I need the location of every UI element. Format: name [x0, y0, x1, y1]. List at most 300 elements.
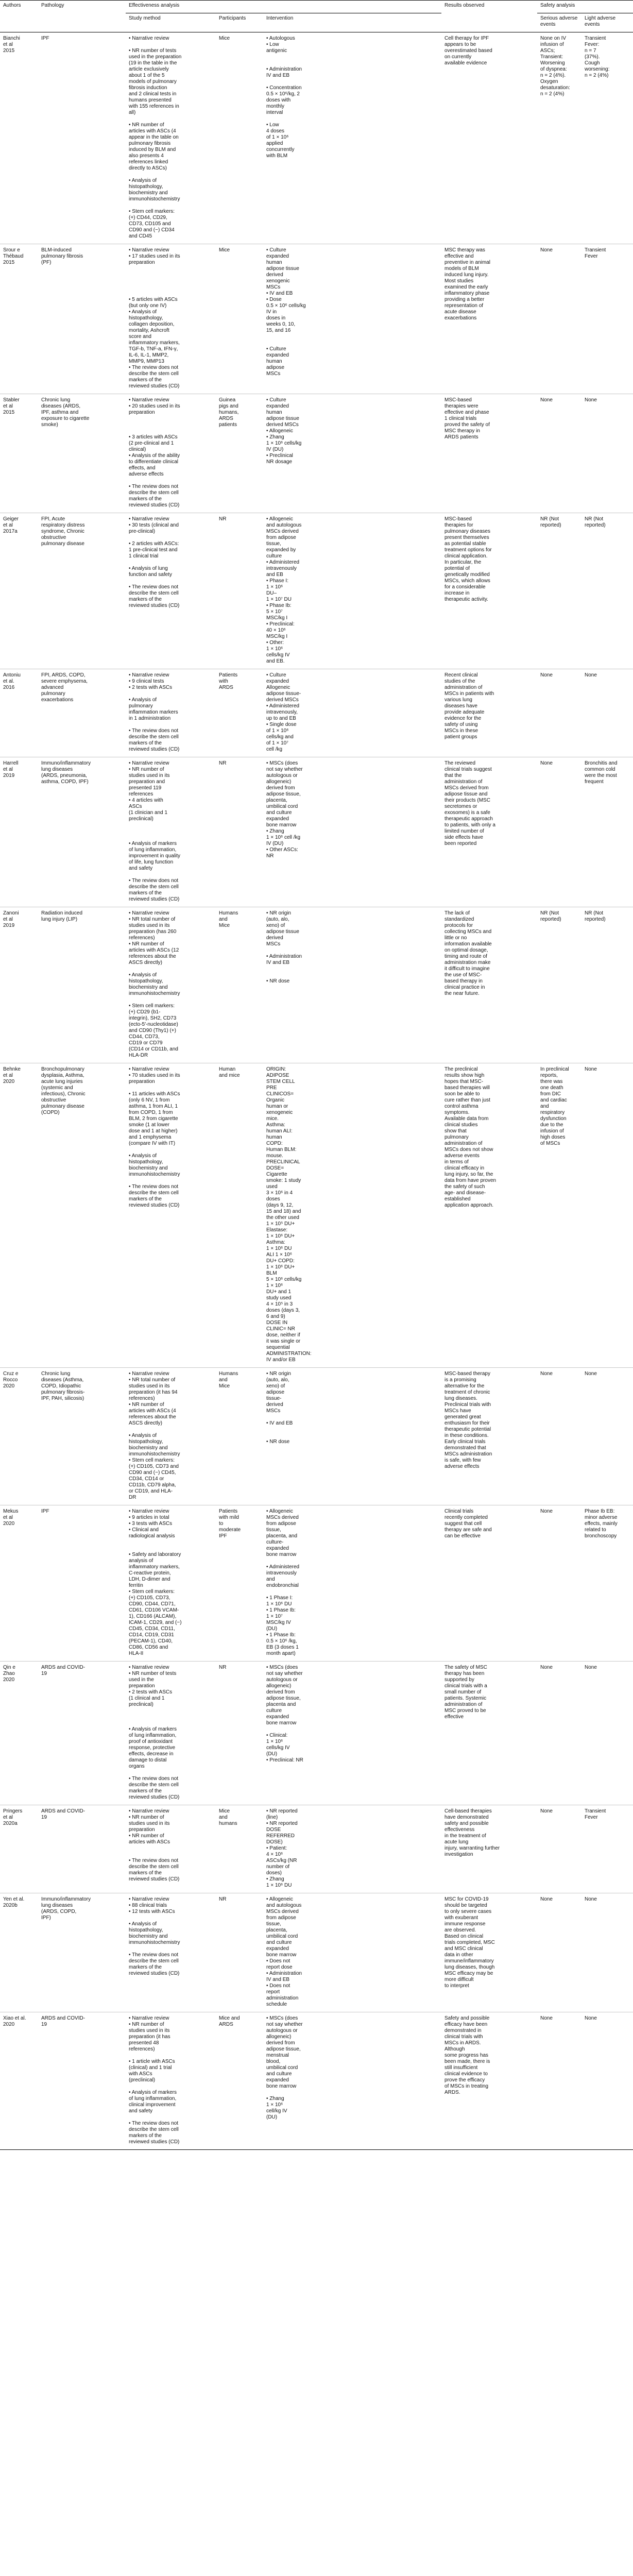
- rows.10.intervention-line: expanded: [266, 1714, 289, 1720]
- rows.13.results-line: of MSCs in treating: [444, 2083, 489, 2089]
- rows.7.intervention-line: 4 × 10⁵ in 3: [266, 1301, 293, 1307]
- cell-participants: [216, 669, 263, 757]
- rows.9.participants-line: moderate: [219, 1527, 241, 1533]
- rows.7.intervention-line: DOSE=: [266, 1165, 284, 1171]
- rows.12.intervention-line: schedule: [266, 2002, 287, 2007]
- rows.13.intervention-line: derived from: [266, 2040, 295, 2046]
- rows.8.intervention-line: • NR origin: [266, 1371, 291, 1377]
- rows.6.method-line: articles with ASCs (12: [129, 947, 179, 953]
- rows.9.results-line: suggest that cell: [444, 1521, 482, 1527]
- rows.7.method-line: markers of the: [129, 1196, 162, 1202]
- rows.8.participants-line: Mice: [219, 1383, 230, 1389]
- rows.12.intervention-line: IV and EB: [266, 1977, 290, 1982]
- rows.5.results-line: administration of: [444, 779, 483, 785]
- rows.5.method-line: [129, 828, 214, 835]
- rows.7.serious-line: high doses: [540, 1134, 566, 1140]
- rows.2.pathology-line: Chronic lung: [41, 397, 71, 403]
- rows.4.results-line: patient groups: [444, 734, 477, 740]
- rows.12.intervention-line: • Administration: [266, 1971, 302, 1976]
- rows.2.method-line: • 20 studies used in its: [129, 403, 180, 409]
- rows.6.results-line: administration make: [444, 960, 491, 965]
- rows.2.pathology-line: IPF, asthma and: [41, 410, 79, 415]
- cell-results: [441, 669, 537, 757]
- rows.8.results-line: Early clinical trials: [444, 1439, 486, 1445]
- rows.10.method-line: of lung inflammation,: [129, 1733, 177, 1738]
- rows.13.participants-line: Mice and: [219, 2015, 240, 2021]
- rows.9.results-line: can be effective: [444, 1533, 481, 1539]
- rows.0.method-line: article exclusively: [129, 66, 169, 72]
- rows.9.intervention-line: [266, 1558, 439, 1564]
- cell-pathology: [38, 1805, 126, 1893]
- rows.4.intervention-line: cell /kg: [266, 747, 283, 752]
- rows.7.light-line: None: [585, 1066, 597, 1072]
- rows.1.intervention-line: doses in: [266, 315, 286, 321]
- cell-intervention: [263, 1063, 441, 1368]
- rows.12.results-line: are observed.: [444, 1927, 476, 1933]
- rows.7.intervention-line: the other used: [266, 1215, 299, 1221]
- rows.3.intervention-line: tissue,: [266, 541, 281, 547]
- rows.1.pathology-line: BLM-induced: [41, 247, 72, 253]
- table-body: [0, 32, 633, 2150]
- rows.6.intervention-line: derived: [266, 935, 283, 941]
- rows.6.results-line: The lack of: [444, 910, 470, 916]
- rows.13.method-line: of lung inflammation,: [129, 2096, 177, 2102]
- cell-intervention: [263, 2012, 441, 2150]
- rows.0.method-line: (19 in the table in the: [129, 60, 177, 66]
- rows.0.results-line: appears to be: [444, 42, 476, 47]
- rows.13.results-line: demonstrated in: [444, 2028, 482, 2033]
- rows.11.intervention-line: DOSE): [266, 1839, 283, 1845]
- rows.0.intervention-line: • Low: [266, 122, 279, 128]
- rows.11.method-line: • NR number of: [129, 1815, 164, 1820]
- rows.9.intervention-line: • 1 Phase Ib:: [266, 1607, 296, 1613]
- rows.5.method-line: of lung inflammation,: [129, 847, 177, 853]
- rows.11.results-line: acute lung: [444, 1839, 469, 1845]
- rows.6.method-line: studies used in its: [129, 923, 170, 928]
- rows.6.participants-line: Humans: [219, 910, 238, 916]
- rows.8.method-line: • NR total number of: [129, 1377, 176, 1383]
- rows.2.method-line: markers of the: [129, 496, 162, 502]
- rows.8.intervention-line: • NR dose: [266, 1439, 290, 1445]
- rows.3.method-line: • Analysis of lung: [129, 566, 168, 571]
- cell-pathology: [38, 394, 126, 513]
- rows.4.intervention-line: intravenously,: [266, 709, 298, 715]
- rows.0.method-line: and CD45: [129, 233, 152, 239]
- rows.0.method-line: induced by BLM and: [129, 147, 176, 152]
- rows.2.authors-line: 2015: [3, 410, 15, 415]
- rows.1.serious-line: None: [540, 247, 553, 253]
- rows.5.method-line: preparation and: [129, 779, 165, 785]
- rows.7.intervention-line: Organic: [266, 1097, 285, 1103]
- cell-serious: [540, 672, 585, 679]
- rows.6.method-line: references): [129, 935, 155, 941]
- rows.4.pathology-line: advanced: [41, 685, 64, 690]
- rows.11.authors-line: et al: [3, 1815, 13, 1820]
- cell-pathology: [38, 669, 126, 757]
- col-safety-sub: [537, 13, 633, 32]
- rows.3.results-line: as potential stable: [444, 541, 486, 547]
- rows.11.participants-line: Mice: [219, 1808, 230, 1814]
- rows.7.intervention-line: PRECLINICAL: [266, 1159, 300, 1165]
- rows.7.authors-line: et al: [3, 1073, 13, 1078]
- rows.4.intervention-line: of 1 × 10⁷: [266, 740, 288, 746]
- cell-participants: [216, 1805, 263, 1893]
- rows.11.intervention-line: 4 × 10⁶: [266, 1852, 283, 1857]
- rows.5.serious-line: None: [540, 760, 553, 766]
- rows.11.results-line: have demonstrated: [444, 1815, 489, 1820]
- rows.3.results-line: therapies for: [444, 522, 473, 528]
- rows.5.results-line: MSCs derived from: [444, 785, 489, 791]
- rows.4.light-line: None: [585, 672, 597, 678]
- rows.7.serious-line: and: [540, 1104, 549, 1109]
- cell-serious: [540, 1808, 585, 1815]
- rows.8.pathology-line: diseases (Asthma,: [41, 1377, 84, 1383]
- rows.1.intervention-line: • Culture: [266, 346, 286, 352]
- rows.7.intervention-line: 3 × 10⁶ in 4: [266, 1190, 293, 1196]
- rows.12.intervention-line: expanded: [266, 1946, 289, 1952]
- rows.13.intervention-line: and culture: [266, 2071, 292, 2077]
- cell-pathology: [38, 907, 126, 1063]
- rows.4.intervention-line: • Single dose: [266, 722, 297, 727]
- rows.2.intervention-line: NR dosage: [266, 459, 293, 465]
- rows.0.method-line: immunohistochemistry: [129, 196, 180, 202]
- rows.1.method-line: • The review does not: [129, 365, 179, 370]
- rows.2.participants-line: Guinea: [219, 397, 236, 403]
- rows.5.intervention-line: • Other ASCs:: [266, 847, 298, 853]
- rows.11.method-line: articles with ASCs: [129, 1839, 170, 1845]
- rows.12.serious-line: None: [540, 1896, 553, 1902]
- rows.7.results-line: control asthma: [444, 1104, 478, 1109]
- rows.7.results-line: lung injury, so far, the: [444, 1172, 493, 1177]
- cell-participants: [216, 32, 263, 244]
- rows.13.method-line: • NR number of: [129, 2022, 164, 2027]
- rows.8.intervention-line: MSCs: [266, 1408, 281, 1414]
- rows.9.method-line: inflammatory markers,: [129, 1564, 180, 1570]
- rows.11.method-line: • NR number of: [129, 1833, 164, 1839]
- rows.8.intervention-line: xeno) of: [266, 1383, 285, 1389]
- rows.12.method-line: • 12 tests with ASCs: [129, 1909, 175, 1914]
- rows.8.method-line: • Analysis of: [129, 1433, 157, 1438]
- rows.6.results-line: standardized: [444, 917, 474, 922]
- rows.7.method-line: • Narrative review: [129, 1066, 169, 1072]
- rows.7.results-line: Available data from: [444, 1116, 489, 1122]
- rows.4.pathology-line: severe emphysema,: [41, 679, 88, 684]
- rows.8.method-line: or CD19, and HLA-: [129, 1488, 173, 1494]
- table-row: [0, 513, 633, 669]
- rows.9.method-line: CD61, CD106 VCAM-: [129, 1607, 179, 1613]
- rows.10.method-line: [129, 1770, 214, 1776]
- rows.7.participants-line: Human: [219, 1066, 236, 1072]
- rows.9.method-line: (+) CD105, CD73,: [129, 1595, 170, 1601]
- cell-intervention: [263, 1662, 441, 1805]
- rows.6.method-line: • NR number of: [129, 941, 164, 947]
- rows.7.method-line: biochemistry and: [129, 1165, 168, 1171]
- rows.11.intervention-line: doses): [266, 1870, 282, 1876]
- rows.7.results-line: in terms of: [444, 1159, 469, 1165]
- rows.7.serious-line: from DIC: [540, 1091, 561, 1097]
- rows.9.method-line: 1), CD166 (ALCAM),: [129, 1614, 177, 1619]
- rows.1.intervention-line: • Culture: [266, 247, 286, 253]
- rows.12.intervention-line: tissue,: [266, 1921, 281, 1927]
- rows.13.pathology-line: 19: [41, 2022, 47, 2027]
- rows.7.method-line: from COPD, 1 from: [129, 1110, 173, 1115]
- cell-authors: [0, 394, 38, 513]
- rows.0.method-line: pulmonary fibrosis: [129, 141, 171, 146]
- rows.4.results-line: evidence for the: [444, 716, 482, 721]
- rows.13.authors-line: Xiao et al.: [3, 2015, 26, 2021]
- rows.12.results-line: should be targeted: [444, 1903, 487, 1908]
- rows.12.results-line: MSC for COVID-19: [444, 1896, 489, 1902]
- rows.6.serious-line: reported): [540, 917, 561, 922]
- cell-serious: [540, 1509, 585, 1515]
- rows.10.intervention-line: bone marrow: [266, 1720, 297, 1726]
- rows.7.intervention-line: mice.: [266, 1116, 279, 1122]
- rows.10.method-line: proof of antioxidant: [129, 1739, 173, 1744]
- rows.10.intervention-line: autologous or: [266, 1677, 298, 1683]
- rows.9.method-line: analysis of: [129, 1558, 153, 1564]
- rows.10.intervention-line: • MSCs (does: [266, 1665, 298, 1670]
- rows.0.method-line: with 155 references in: [129, 104, 179, 109]
- rows.0.intervention-line: [266, 79, 439, 85]
- rows.12.method-line: • The review does not: [129, 1952, 179, 1958]
- cell-authors: [0, 244, 38, 394]
- rows.13.method-line: (preclinical): [129, 2077, 156, 2083]
- rows.1.intervention-line: • IV and EB: [266, 291, 293, 296]
- rows.1.method-line: markers of the: [129, 377, 162, 383]
- cell-serious: [540, 247, 585, 253]
- rows.1.method-line: collagen deposition,: [129, 321, 175, 327]
- rows.5.intervention-line: not say whether: [266, 767, 303, 772]
- rows.10.method-line: preclinical): [129, 1702, 153, 1707]
- cell-intervention: [263, 1505, 441, 1662]
- rows.0.serious-line: Worsening: [540, 60, 565, 66]
- rows.13.method-line: describe the stem cell: [129, 2127, 179, 2132]
- cell-method: [126, 244, 216, 394]
- rows.2.authors-line: et al: [3, 403, 13, 409]
- rows.4.authors-line: 2016: [3, 685, 15, 690]
- rows.7.method-line: • Analysis of: [129, 1153, 157, 1159]
- rows.7.serious-line: one death: [540, 1085, 563, 1091]
- cell-safety: [537, 2012, 633, 2150]
- cell-safety: [537, 513, 633, 669]
- rows.4.intervention-line: cells/kg and: [266, 734, 294, 740]
- rows.10.method-line: [129, 1714, 214, 1720]
- rows.9.method-line: (PECAM-1), CD40,: [129, 1638, 173, 1644]
- rows.5.intervention-line: umbilical cord: [266, 804, 298, 809]
- rows.5.method-line: ASCs: [129, 804, 142, 809]
- rows.7.method-line: • 70 studies used in its: [129, 1073, 180, 1078]
- rows.2.intervention-line: human: [266, 410, 282, 415]
- rows.6.method-line: biochemistry and: [129, 985, 168, 990]
- rows.4.participants-line: with: [219, 679, 228, 684]
- rows.11.method-line: [129, 1852, 214, 1858]
- rows.0.participants-line: Mice: [219, 36, 230, 41]
- cell-pathology: [38, 757, 126, 907]
- rows.2.method-line: reviewed studies (CD): [129, 502, 180, 508]
- cell-method: [126, 2012, 216, 2150]
- rows.10.results-line: MSC proved to be: [444, 1708, 486, 1714]
- cell-pathology: [38, 2012, 126, 2150]
- rows.12.intervention-line: • Allogeneic: [266, 1896, 293, 1902]
- rows.6.method-line: • NR total number of: [129, 917, 176, 922]
- rows.5.results-line: that the: [444, 773, 462, 778]
- rows.8.pathology-line: COPD, Idiopathic: [41, 1383, 81, 1389]
- rows.6.pathology-line: Radiation induced: [41, 910, 83, 916]
- rows.9.method-line: ferritin: [129, 1583, 143, 1588]
- rows.9.method-line: HLA-II: [129, 1651, 144, 1656]
- rows.6.method-line: CD19 or CD79: [129, 1040, 163, 1046]
- rows.4.participants-line: ARDS: [219, 685, 233, 690]
- rows.5.light-line: Bronchitis and: [585, 760, 618, 766]
- rows.7.pathology-line: infectious), Chronic: [41, 1091, 85, 1097]
- rows.0.serious-line: Oxygen: [540, 79, 558, 84]
- rows.2.intervention-line: • Preclinical: [266, 453, 293, 459]
- rows.9.method-line: • 3 tests with ASCs: [129, 1521, 173, 1527]
- cell-pathology: [38, 1505, 126, 1662]
- rows.8.method-line: CD90 and (−) CD45,: [129, 1470, 176, 1476]
- cell-pathology: [38, 513, 126, 669]
- rows.7.results-line: application approach.: [444, 1202, 494, 1208]
- rows.8.participants-line: Humans: [219, 1371, 238, 1377]
- rows.1.method-line: • 5 articles with ASCs: [129, 297, 178, 302]
- rows.6.method-line: references about the: [129, 954, 176, 959]
- rows.8.results-line: MSC-based therapy: [444, 1371, 490, 1377]
- rows.7.method-line: • The review does not: [129, 1184, 179, 1190]
- rows.11.authors-line: 2020a: [3, 1821, 18, 1826]
- rows.2.method-line: effects, and: [129, 465, 156, 471]
- rows.0.serious-line: Transient:: [540, 54, 563, 60]
- rows.0.method-line: (+) CD44, CD29,: [129, 215, 167, 221]
- rows.8.method-line: histopathology,: [129, 1439, 163, 1445]
- rows.4.intervention-line: of 1 × 10⁶: [266, 728, 289, 734]
- cell-authors: [0, 1063, 38, 1368]
- rows.8.method-line: CD11b, CD79 alpha,: [129, 1482, 176, 1488]
- cell-authors: [0, 757, 38, 907]
- rows.3.results-line: present themselves: [444, 535, 489, 540]
- rows.13.results-line: clinical trials with: [444, 2034, 483, 2040]
- rows.5.intervention-line: autologous or: [266, 773, 298, 778]
- rows.9.intervention-line: month apart): [266, 1651, 296, 1656]
- cell-participants: [216, 907, 263, 1063]
- rows.8.method-line: studies used in its: [129, 1383, 170, 1389]
- rows.0.light-line: Transient: [585, 36, 606, 41]
- rows.13.light-line: None: [585, 2015, 597, 2021]
- rows.11.method-line: [129, 1845, 214, 1852]
- rows.2.method-line: [129, 416, 214, 422]
- rows.5.light-line: frequent: [585, 779, 604, 785]
- rows.8.results-line: is safe, with few: [444, 1458, 481, 1463]
- rows.9.intervention-line: • Allogeneic: [266, 1509, 293, 1514]
- rows.9.intervention-line: MSCs derived: [266, 1515, 299, 1520]
- rows.5.participants-line: NR: [219, 760, 227, 766]
- rows.3.intervention-line: 40 × 10⁶: [266, 628, 286, 633]
- rows.6.method-line: immunohistochemistry: [129, 991, 180, 996]
- rows.4.method-line: reviewed studies (CD): [129, 747, 180, 752]
- rows.8.method-line: (+) CD105, CD73 and: [129, 1464, 179, 1469]
- rows.9.method-line: CD86, CD56 and: [129, 1645, 168, 1650]
- rows.8.pathology-line: IPF, PAH, silicosis): [41, 1396, 84, 1401]
- rows.7.method-line: dose and 1 at higher): [129, 1128, 178, 1134]
- rows.0.method-line: • Stem cell markers:: [129, 209, 175, 214]
- cell-results: [441, 907, 537, 1063]
- rows.7.results-line: clinical efficacy in: [444, 1165, 485, 1171]
- rows.7.results-line: MSCs does not show: [444, 1147, 493, 1153]
- rows.4.intervention-line: derived MSCs: [266, 697, 299, 703]
- rows.7.intervention-line: CLINIC= NR: [266, 1326, 295, 1332]
- cell-authors: [0, 1368, 38, 1505]
- rows.3.intervention-line: • Administered: [266, 560, 300, 565]
- rows.7.intervention-line: doses (days 3,: [266, 1308, 300, 1313]
- cell-intervention: [263, 1368, 441, 1505]
- rows.8.results-line: is a promising: [444, 1377, 476, 1383]
- rows.7.intervention-line: ORIGIN:: [266, 1066, 286, 1072]
- rows.5.method-line: of life, lung function: [129, 859, 174, 865]
- rows.4.results-line: various lung: [444, 697, 472, 703]
- rows.0.light-line: Cough: [585, 60, 600, 66]
- rows.1.method-line: (but only one IV): [129, 303, 167, 309]
- rows.2.intervention-line: IV (DU): [266, 447, 284, 452]
- cell-method: [126, 669, 216, 757]
- rows.9.participants-line: with mild: [219, 1515, 239, 1520]
- rows.4.pathology-line: pulmonary: [41, 691, 65, 697]
- rows.7.intervention-line: 1 × 10⁶: [266, 1283, 283, 1289]
- rows.0.intervention-line: [266, 116, 439, 122]
- rows.13.method-line: • The review does not: [129, 2121, 179, 2126]
- cell-light: [585, 672, 629, 679]
- rows.2.method-line: [129, 422, 214, 428]
- rows.8.light-line: None: [585, 1371, 597, 1377]
- rows.13.method-line: reviewed studies (CD): [129, 2139, 180, 2145]
- rows.1.method-line: mortality, Ashcroft: [129, 328, 169, 333]
- rows.4.participants-line: Patients: [219, 672, 238, 678]
- rows.9.intervention-line: MSC/kg IV: [266, 1620, 291, 1625]
- rows.0.intervention-line: [266, 54, 439, 60]
- rows.9.method-line: • Clinical and: [129, 1527, 159, 1533]
- cell-participants: [216, 1505, 263, 1662]
- rows.7.intervention-line: ALI 1 × 10⁶: [266, 1252, 292, 1258]
- rows.7.intervention-line: CLINICOS=: [266, 1091, 294, 1097]
- cell-results: [441, 1368, 537, 1505]
- cell-safety: [537, 1505, 633, 1662]
- rows.2.results-line: ARDS patients: [444, 434, 478, 440]
- cell-participants: [216, 513, 263, 669]
- rows.7.intervention-line: IV and/or EB: [266, 1357, 296, 1363]
- rows.5.authors-line: et al: [3, 767, 13, 772]
- rows.13.pathology-line: ARDS and COVID-: [41, 2015, 85, 2021]
- rows.7.results-line: results show high: [444, 1073, 485, 1078]
- rows.12.intervention-line: report dose: [266, 1964, 293, 1970]
- rows.8.method-line: references): [129, 1396, 155, 1401]
- rows.2.pathology-line: diseases (ARDS,: [41, 403, 81, 409]
- rows.0.method-line: articles with ASCs (4: [129, 128, 176, 134]
- rows.7.authors-line: Behnke: [3, 1066, 21, 1072]
- rows.2.method-line: clinical): [129, 447, 146, 452]
- rows.4.method-line: • Analysis of: [129, 697, 157, 703]
- rows.5.authors-line: Harrell: [3, 760, 19, 766]
- cell-safety: [537, 1805, 633, 1893]
- rows.11.method-line: reviewed studies (CD): [129, 1876, 180, 1882]
- rows.13.intervention-line: allogeneic): [266, 2034, 292, 2040]
- rows.2.method-line: adverse effects: [129, 471, 164, 477]
- rows.5.intervention-line: • MSCs (does: [266, 760, 298, 766]
- cell-authors: [0, 32, 38, 244]
- rows.0.pathology-line: IPF: [41, 36, 49, 41]
- rows.7.intervention-line: smoke: 1 study: [266, 1178, 301, 1183]
- rows.2.method-line: [129, 428, 214, 434]
- cell-light: [585, 36, 629, 79]
- cell-serious: [540, 1371, 585, 1377]
- rows.5.method-line: • 4 articles with: [129, 798, 163, 803]
